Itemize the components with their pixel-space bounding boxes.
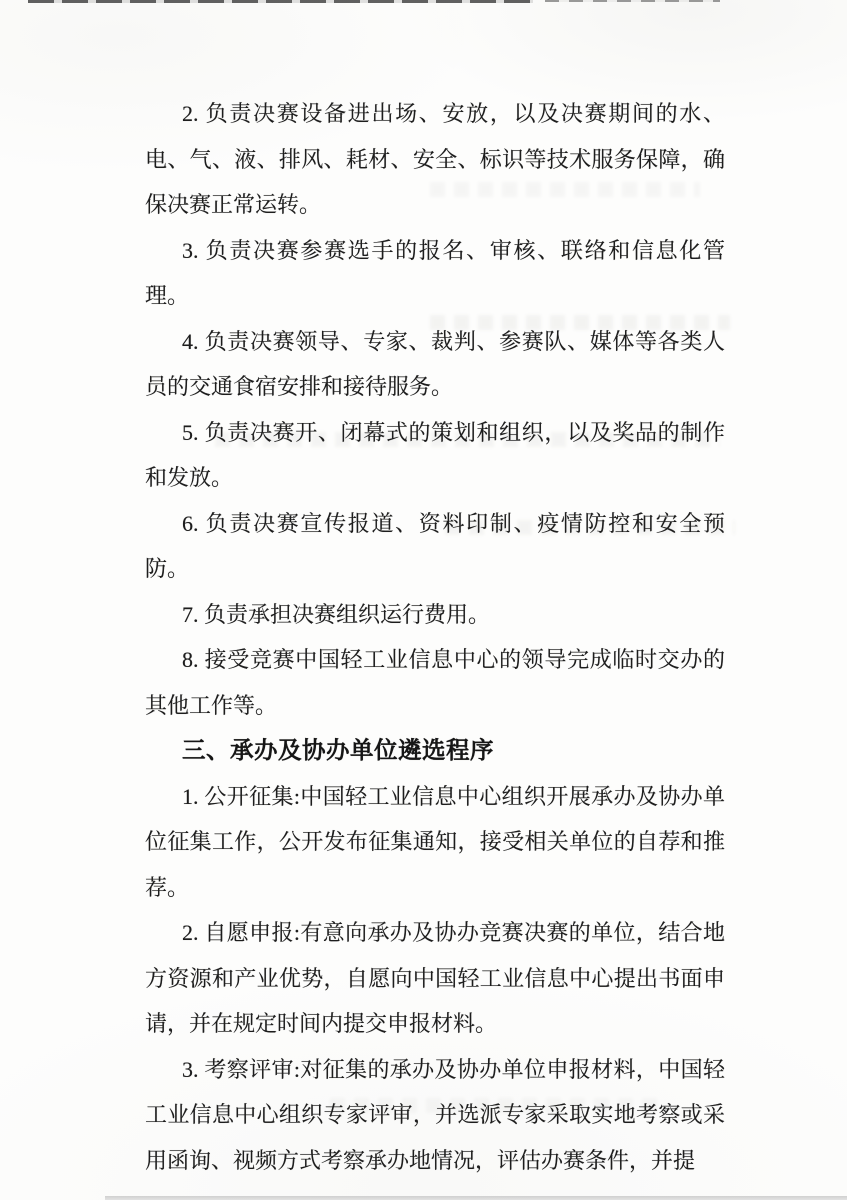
duty-clause-6: 6. 负责决赛宣传报道、资料印制、疫情防控和安全预防。 (145, 510, 725, 581)
scan-edge-artifact-top (28, 0, 533, 3)
duty-clause-3: 3. 负责决赛参赛选手的报名、审核、联络和信息化管理。 (145, 237, 725, 308)
procedure-clause-1: 1. 公开征集:中国轻工业信息中心组织开展承办及协办单位征集工作，公开发布征集通知，接受相关单位的自荐和推荐。 (145, 783, 725, 900)
duty-clause-2: 2. 负责决赛设备进出场、安放，以及决赛期间的水、电、气、液、排风、耗材、安全、标识等技术服务保障，确保决赛正常运转。 (145, 101, 725, 217)
scan-edge-artifact-bottom (105, 1196, 847, 1200)
procedure-clause-2: 2. 自愿申报:有意向承办及协办竞赛决赛的单位，结合地方资源和产业优势，自愿向中国轻工业信息中心提出书面申请，并在规定时间内提交申报材料。 (145, 920, 725, 1036)
scan-edge-artifact-top (545, 0, 720, 2)
duty-clause-4: 4. 负责决赛领导、专家、裁判、参赛队、媒体等各类人员的交通食宿安排和接待服务。 (145, 328, 725, 399)
document-text (145, 91, 725, 1183)
procedure-clause-3: 3. 考察评审:对征集的承办及协办单位申报材料，中国轻工业信息中心组织专家评审，并选派专家采取实地考察或采用函询、视频方式考察承办地情况，评估办赛条件，并提 (145, 1056, 725, 1173)
duty-clause-8: 8. 接受竞赛中国轻工业信息中心的领导完成临时交办的其他工作等。 (145, 647, 725, 718)
duty-clause-5: 5. 负责决赛开、闭幕式的策划和组织，以及奖品的制作和发放。 (145, 419, 725, 490)
section-heading-3: 三、承办及协办单位遴选程序 (182, 737, 494, 763)
duty-clause-7: 7. 负责承担决赛组织运行费用。 (182, 601, 491, 627)
